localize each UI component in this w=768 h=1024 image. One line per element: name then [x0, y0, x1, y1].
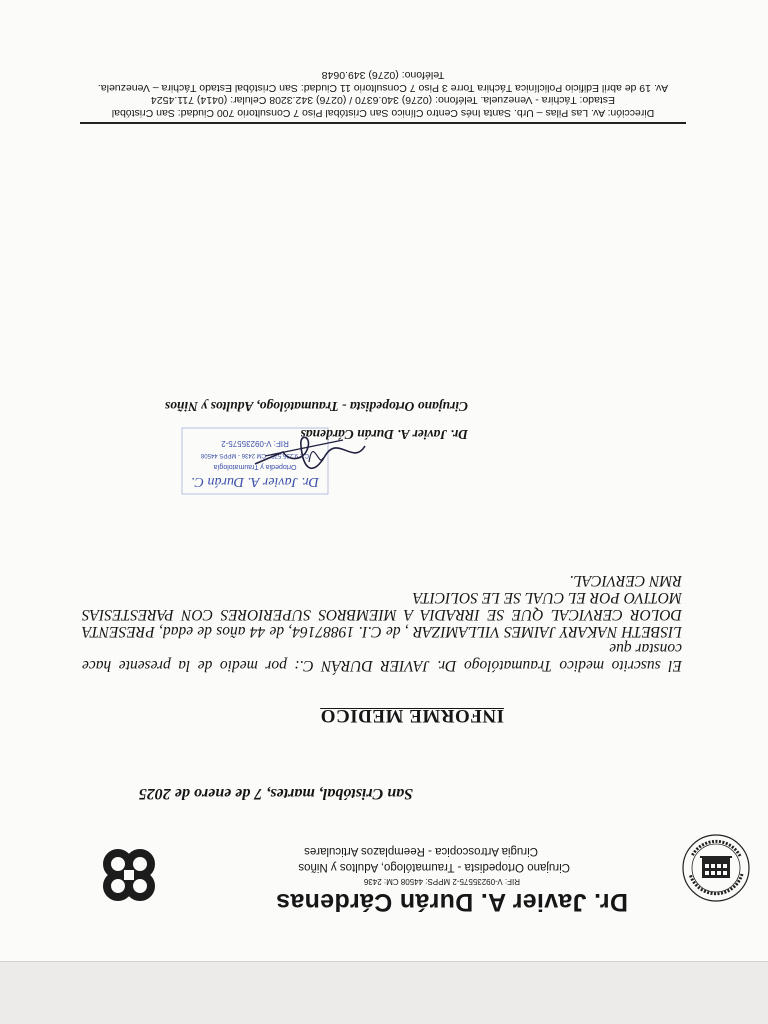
doctor-subspecialty: Cirugia Artroscopica - Reemplazos Articulares	[304, 845, 538, 857]
report-body	[82, 572, 682, 674]
doctor-specialty: Cirujano Ortopedista - Traumatólogo, Adultos y Niños	[298, 861, 570, 873]
date-line: San Cristóbal, martes, 7 de enero de 2025	[138, 785, 413, 802]
signature-name: Dr. Javier A. Durán Cárdenas	[300, 427, 468, 442]
stamp-line-1: Dr. Javier A. Durán C.	[191, 474, 319, 489]
intro-paragraph: El suscrito medico Traumatólogo Dr. JAVIER DURÁN C.: por medio de la presente hace constar que	[82, 640, 682, 674]
stamp-line-4: RIF: V-09235575-2	[221, 439, 289, 448]
study-request: RMN CERVICAL.	[569, 572, 682, 589]
footer-line-3: Av. 19 de abril Edificio Policlínica Táchira Torre 3 Piso 7 Consultorio 11 Ciudad: San Cristóbal Estado Táchira – Venezuela.	[97, 82, 669, 94]
footer-line-4: Teléfono: (0276) 349.0648	[321, 69, 445, 82]
paper-edge	[0, 961, 768, 1024]
footer-line-2: Estado: Táchira - Venezuela. Teléfono: (0276) 340.6370 / (0276) 342.3208 Celular: (0414) 711.4524	[150, 94, 616, 107]
patient-findings: LISBETH NAKARY JAIMES VILLAMIZAR , de C.I. 19887164, de 44 años de edad, PRESENTA DOLOR CERVICAL QUE SE IRRADIA A MIEMBROS SUPERIORES CON PARESTESIAS MOTIVO POR EL CUAL SE LE SOLICITA	[82, 589, 682, 640]
doctor-name: Dr. Javier A. Durán Cárdenas	[275, 888, 628, 916]
report-title: INFORME MEDICO	[320, 705, 504, 726]
doctor-ids: RIF: V-09235575-2 MPPS: 44508 CM: 2436	[363, 877, 520, 886]
policlinica-tachira-logo	[680, 832, 752, 904]
clinic-knot-logo	[96, 842, 162, 908]
signature-specialty: Cirujano Ortopedista - Traumatólogo, Adultos y Niños	[164, 399, 468, 414]
footer-address	[80, 69, 686, 124]
footer-line-1: Dirección: Av. Las Pilas – Urb. Santa Inés Centro Clínico San Cristóbal Piso 7 Consultorio 700 Ciudad: San Cristóbal	[111, 107, 655, 119]
stamp-line-3: C.I. 9.235.575 - CM 2436 - MPPS 44508	[200, 452, 310, 458]
stamp-line-2: Ortopedia y Traumatología	[213, 463, 297, 470]
letterhead	[188, 844, 628, 916]
